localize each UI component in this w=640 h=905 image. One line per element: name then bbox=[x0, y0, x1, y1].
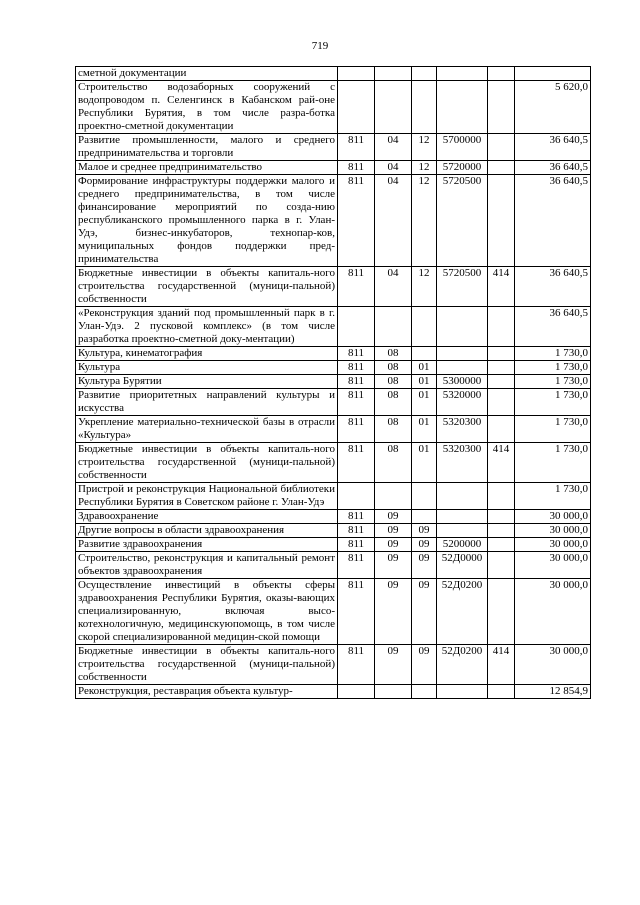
subsection-code: 01 bbox=[412, 443, 437, 483]
budget-item-name: Укрепление материально-технической базы в отрасли «Культура» bbox=[76, 416, 338, 443]
expense-type-code bbox=[488, 375, 515, 389]
subsection-code bbox=[412, 67, 437, 81]
budget-item-name: Культура Бурятии bbox=[76, 375, 338, 389]
table-row bbox=[76, 645, 591, 685]
amount-value: 1 730,0 bbox=[515, 443, 591, 483]
subsection-code: 09 bbox=[412, 524, 437, 538]
ministry-code bbox=[338, 307, 375, 347]
ministry-code: 811 bbox=[338, 579, 375, 645]
table-row bbox=[76, 175, 591, 267]
amount-value: 1 730,0 bbox=[515, 347, 591, 361]
amount-value: 30 000,0 bbox=[515, 510, 591, 524]
subsection-code: 12 bbox=[412, 175, 437, 267]
target-article-code: 52Д0200 bbox=[437, 579, 488, 645]
ministry-code: 811 bbox=[338, 538, 375, 552]
target-article-code bbox=[437, 67, 488, 81]
subsection-code bbox=[412, 483, 437, 510]
budget-item-name: Развитие здравоохранения bbox=[76, 538, 338, 552]
subsection-code bbox=[412, 510, 437, 524]
section-code: 04 bbox=[375, 134, 412, 161]
section-code: 09 bbox=[375, 552, 412, 579]
target-article-code: 5320000 bbox=[437, 389, 488, 416]
amount-value: 36 640,5 bbox=[515, 267, 591, 307]
expense-type-code bbox=[488, 67, 515, 81]
budget-item-name: Формирование инфраструктуры поддержки малого и среднего предпринимательства, в том числе финансирование мероприятий по созда-нию республиканского промышленного парка в г. Улан-Удэ, бизнес-инкубаторов, технопар-ков, муниципальных фондов поддержки пред-принимательства bbox=[76, 175, 338, 267]
amount-value: 12 854,9 bbox=[515, 685, 591, 699]
amount-value: 36 640,5 bbox=[515, 175, 591, 267]
expense-type-code: 414 bbox=[488, 267, 515, 307]
expense-type-code bbox=[488, 483, 515, 510]
budget-item-name: Другие вопросы в области здравоохранения bbox=[76, 524, 338, 538]
section-code: 09 bbox=[375, 579, 412, 645]
budget-item-name: Бюджетные инвестиции в объекты капиталь-ного строительства государственной (муници-пальной) собственности bbox=[76, 267, 338, 307]
section-code: 09 bbox=[375, 645, 412, 685]
section-code: 08 bbox=[375, 443, 412, 483]
ministry-code bbox=[338, 67, 375, 81]
target-article-code: 5720500 bbox=[437, 267, 488, 307]
amount-value: 30 000,0 bbox=[515, 524, 591, 538]
budget-item-name: Реконструкция, реставрация объекта культур- bbox=[76, 685, 338, 699]
ministry-code: 811 bbox=[338, 510, 375, 524]
expense-type-code bbox=[488, 685, 515, 699]
subsection-code bbox=[412, 307, 437, 347]
expense-type-code bbox=[488, 134, 515, 161]
table-row bbox=[76, 416, 591, 443]
expense-type-code bbox=[488, 81, 515, 134]
subsection-code: 01 bbox=[412, 389, 437, 416]
table-row bbox=[76, 375, 591, 389]
target-article-code: 5320300 bbox=[437, 416, 488, 443]
target-article-code: 52Д0200 bbox=[437, 645, 488, 685]
expense-type-code bbox=[488, 347, 515, 361]
section-code bbox=[375, 685, 412, 699]
ministry-code: 811 bbox=[338, 443, 375, 483]
target-article-code: 5200000 bbox=[437, 538, 488, 552]
target-article-code bbox=[437, 347, 488, 361]
table-row bbox=[76, 307, 591, 347]
expense-type-code: 414 bbox=[488, 645, 515, 685]
amount-value: 1 730,0 bbox=[515, 389, 591, 416]
budget-item-name: сметной документации bbox=[76, 67, 338, 81]
subsection-code: 12 bbox=[412, 134, 437, 161]
table-row bbox=[76, 552, 591, 579]
section-code: 08 bbox=[375, 389, 412, 416]
amount-value: 5 620,0 bbox=[515, 81, 591, 134]
target-article-code bbox=[437, 510, 488, 524]
budget-item-name: Развитие приоритетных направлений культуры и искусства bbox=[76, 389, 338, 416]
section-code bbox=[375, 67, 412, 81]
section-code bbox=[375, 307, 412, 347]
section-code: 08 bbox=[375, 416, 412, 443]
ministry-code bbox=[338, 81, 375, 134]
target-article-code bbox=[437, 685, 488, 699]
expense-type-code bbox=[488, 175, 515, 267]
ministry-code: 811 bbox=[338, 389, 375, 416]
subsection-code: 09 bbox=[412, 552, 437, 579]
expense-type-code bbox=[488, 538, 515, 552]
expense-type-code bbox=[488, 524, 515, 538]
ministry-code: 811 bbox=[338, 361, 375, 375]
amount-value: 30 000,0 bbox=[515, 645, 591, 685]
ministry-code bbox=[338, 483, 375, 510]
page-number: 719 bbox=[311, 40, 329, 52]
expense-type-code bbox=[488, 552, 515, 579]
section-code: 08 bbox=[375, 361, 412, 375]
target-article-code: 5320300 bbox=[437, 443, 488, 483]
ministry-code: 811 bbox=[338, 552, 375, 579]
subsection-code bbox=[412, 81, 437, 134]
budget-item-name: Строительство водозаборных сооружений с водопроводом п. Селенгинск в Кабанском рай-оне Республики Бурятия, в том числе разра-ботка проектно-сметной документации bbox=[76, 81, 338, 134]
amount-value bbox=[515, 67, 591, 81]
subsection-code: 12 bbox=[412, 267, 437, 307]
budget-item-name: Пристрой и реконструкция Национальной библиотеки Республики Бурятия в Советском районе г. Улан-Удэ bbox=[76, 483, 338, 510]
subsection-code: 01 bbox=[412, 361, 437, 375]
table-row bbox=[76, 389, 591, 416]
budget-item-name: «Реконструкция зданий под промышленный парк в г. Улан-Удэ. 2 пусковой комплекс» (в том числе разработка проектно-сметной доку-ментации) bbox=[76, 307, 338, 347]
subsection-code bbox=[412, 685, 437, 699]
section-code: 09 bbox=[375, 538, 412, 552]
expense-type-code bbox=[488, 361, 515, 375]
target-article-code bbox=[437, 361, 488, 375]
amount-value: 1 730,0 bbox=[515, 375, 591, 389]
subsection-code: 09 bbox=[412, 645, 437, 685]
section-code: 09 bbox=[375, 510, 412, 524]
target-article-code: 5700000 bbox=[437, 134, 488, 161]
table-row bbox=[76, 361, 591, 375]
table-row bbox=[76, 510, 591, 524]
subsection-code: 09 bbox=[412, 579, 437, 645]
budget-item-name: Строительство, реконструкция и капитальный ремонт объектов здравоохранения bbox=[76, 552, 338, 579]
ministry-code: 811 bbox=[338, 416, 375, 443]
ministry-code: 811 bbox=[338, 175, 375, 267]
table-row bbox=[76, 67, 591, 81]
table-row bbox=[76, 81, 591, 134]
target-article-code bbox=[437, 81, 488, 134]
budget-item-name: Малое и среднее предпринимательство bbox=[76, 161, 338, 175]
expense-type-code bbox=[488, 307, 515, 347]
amount-value: 1 730,0 bbox=[515, 416, 591, 443]
expense-type-code bbox=[488, 416, 515, 443]
target-article-code bbox=[437, 307, 488, 347]
section-code bbox=[375, 483, 412, 510]
table-row bbox=[76, 347, 591, 361]
ministry-code: 811 bbox=[338, 645, 375, 685]
target-article-code bbox=[437, 483, 488, 510]
table-row bbox=[76, 524, 591, 538]
budget-table bbox=[75, 66, 591, 699]
table-row bbox=[76, 161, 591, 175]
amount-value: 36 640,5 bbox=[515, 307, 591, 347]
ministry-code: 811 bbox=[338, 375, 375, 389]
section-code: 08 bbox=[375, 347, 412, 361]
target-article-code bbox=[437, 524, 488, 538]
expense-type-code bbox=[488, 161, 515, 175]
budget-item-name: Бюджетные инвестиции в объекты капиталь-ного строительства государственной (муници-пальной) собственности bbox=[76, 443, 338, 483]
amount-value: 1 730,0 bbox=[515, 361, 591, 375]
budget-item-name: Развитие промышленности, малого и среднего предпринимательства и торговли bbox=[76, 134, 338, 161]
ministry-code: 811 bbox=[338, 134, 375, 161]
table-row bbox=[76, 538, 591, 552]
subsection-code: 12 bbox=[412, 161, 437, 175]
table-row bbox=[76, 483, 591, 510]
section-code: 04 bbox=[375, 267, 412, 307]
ministry-code: 811 bbox=[338, 267, 375, 307]
amount-value: 1 730,0 bbox=[515, 483, 591, 510]
amount-value: 36 640,5 bbox=[515, 161, 591, 175]
section-code: 08 bbox=[375, 375, 412, 389]
budget-item-name: Бюджетные инвестиции в объекты капиталь-ного строительства государственной (муници-пальной) собственности bbox=[76, 645, 338, 685]
section-code bbox=[375, 81, 412, 134]
target-article-code: 5300000 bbox=[437, 375, 488, 389]
target-article-code: 5720500 bbox=[437, 175, 488, 267]
target-article-code: 5720000 bbox=[437, 161, 488, 175]
expense-type-code bbox=[488, 389, 515, 416]
ministry-code: 811 bbox=[338, 524, 375, 538]
expense-type-code: 414 bbox=[488, 443, 515, 483]
expense-type-code bbox=[488, 579, 515, 645]
target-article-code: 52Д0000 bbox=[437, 552, 488, 579]
table-row bbox=[76, 267, 591, 307]
amount-value: 30 000,0 bbox=[515, 538, 591, 552]
amount-value: 30 000,0 bbox=[515, 552, 591, 579]
budget-item-name: Осуществление инвестиций в объекты сферы здравоохранения Республики Бурятия, оказы-вающих специализированную, включая высо-котехнологичную, медицинскуюпомощь, в том числе скорой специализированной медицин-ской помощи bbox=[76, 579, 338, 645]
subsection-code: 01 bbox=[412, 375, 437, 389]
table-row bbox=[76, 443, 591, 483]
table-row bbox=[76, 579, 591, 645]
amount-value: 36 640,5 bbox=[515, 134, 591, 161]
amount-value: 30 000,0 bbox=[515, 579, 591, 645]
ministry-code: 811 bbox=[338, 161, 375, 175]
section-code: 04 bbox=[375, 175, 412, 267]
table-row bbox=[76, 685, 591, 699]
budget-item-name: Культура, кинематография bbox=[76, 347, 338, 361]
budget-item-name: Здравоохранение bbox=[76, 510, 338, 524]
section-code: 09 bbox=[375, 524, 412, 538]
subsection-code: 01 bbox=[412, 416, 437, 443]
ministry-code bbox=[338, 685, 375, 699]
section-code: 04 bbox=[375, 161, 412, 175]
expense-type-code bbox=[488, 510, 515, 524]
table-body bbox=[76, 67, 591, 699]
ministry-code: 811 bbox=[338, 347, 375, 361]
table-row bbox=[76, 134, 591, 161]
budget-item-name: Культура bbox=[76, 361, 338, 375]
subsection-code: 09 bbox=[412, 538, 437, 552]
subsection-code bbox=[412, 347, 437, 361]
